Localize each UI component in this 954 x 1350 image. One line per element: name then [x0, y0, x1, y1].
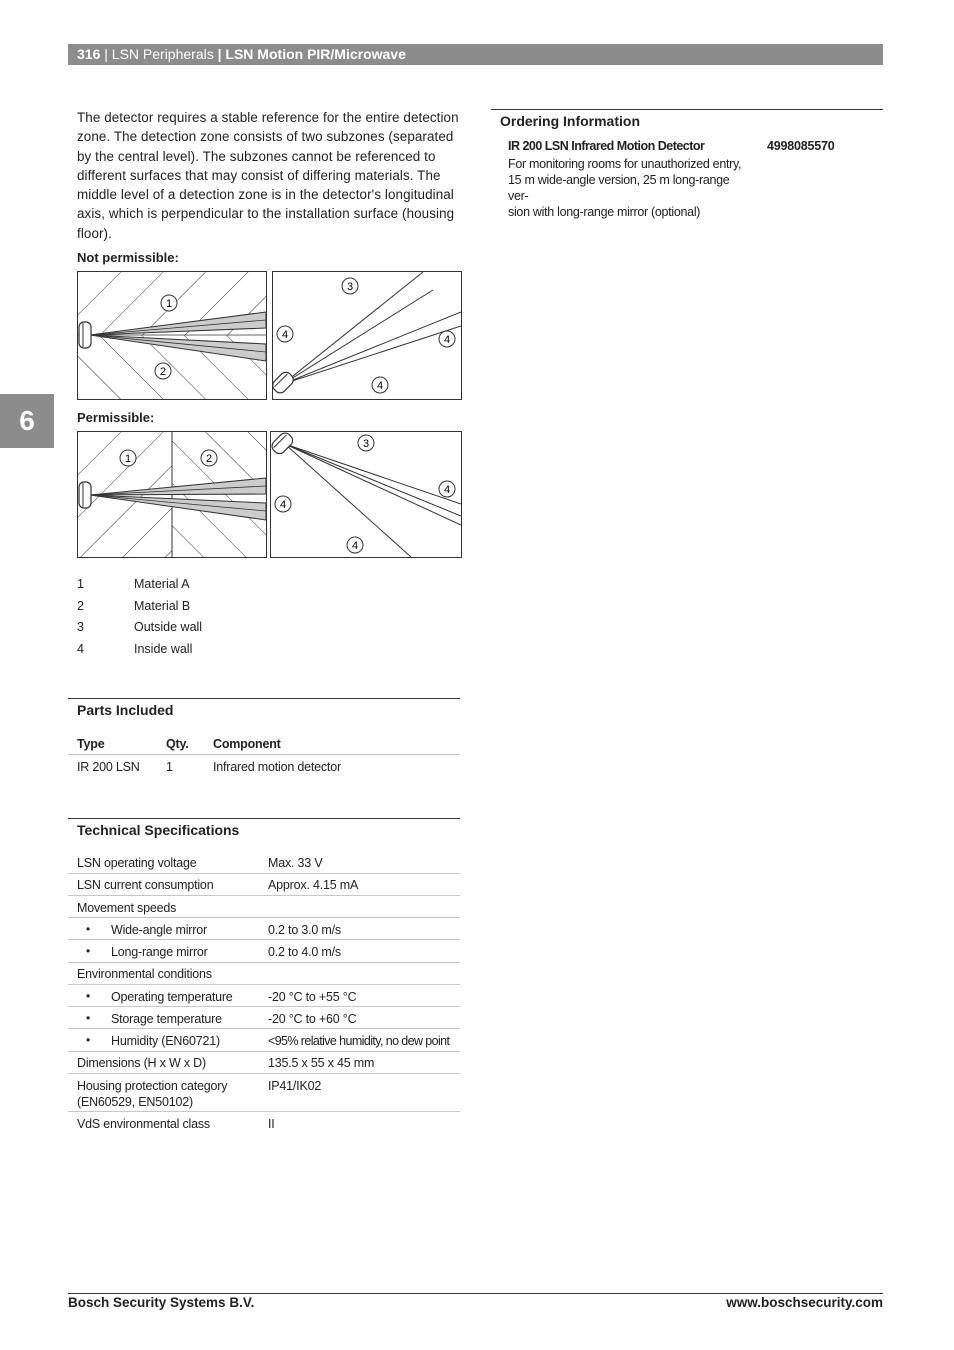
ordering-description-line: 15 m wide-angle version, 25 m long-range ver- [508, 173, 730, 203]
footer-rule [68, 1293, 883, 1294]
spec-value: Approx. 4.15 mA [268, 878, 359, 892]
spec-value: -20 °C to +55 °C [268, 990, 357, 1004]
marker-3: 3 [346, 281, 354, 293]
legend-text: Material B [134, 598, 191, 613]
spec-value: 0.2 to 4.0 m/s [268, 945, 341, 959]
parts-cell-type: IR 200 LSN [77, 760, 140, 774]
parts-rule [68, 698, 460, 699]
intro-paragraph: The detector requires a stable reference for the entire detection zone. The detection zone consists of two subzones (separated by the central level). The subzones cannot be referenced to different surfaces that may consist of differing materials. The middle level of a detection zone is in the detector's longitudinal axis, which is perpendicular to the installation surface (housing floor). [77, 110, 459, 241]
permissible-label: Permissible: [77, 410, 155, 425]
spec-divider [68, 895, 460, 896]
spec-label: Environmental conditions [77, 967, 212, 981]
marker-4b: 4 [443, 334, 451, 346]
bullet: • [86, 944, 91, 958]
ordering-order-number: 4998085570 [767, 139, 835, 153]
spec-divider [68, 1051, 460, 1052]
col-header-component: Component [213, 737, 281, 751]
spec-label: Housing protection category [77, 1079, 228, 1093]
spec-value: -20 °C to +60 °C [268, 1012, 357, 1026]
marker-4a: 4 [281, 329, 289, 341]
header-separator-2: | [213, 46, 226, 62]
legend-number: 4 [77, 641, 84, 656]
spec-value: IP41/IK02 [268, 1079, 322, 1093]
spec-divider [68, 1073, 460, 1074]
marker-2: 2 [159, 366, 167, 378]
marker-3: 3 [362, 438, 370, 450]
footer-company: Bosch Security Systems B.V. [68, 1295, 255, 1310]
figure-permissible-corner [270, 431, 462, 558]
ordering-description-line: For monitoring rooms for unauthorized entry, [508, 157, 742, 171]
spec-label: Dimensions (H x W x D) [77, 1056, 206, 1070]
marker-4c: 4 [351, 540, 359, 552]
col-header-type: Type [77, 737, 105, 751]
parts-cell-qty: 1 [166, 760, 173, 774]
footer-website[interactable]: www.boschsecurity.com [726, 1295, 883, 1310]
figure-not-permissible-materials [77, 271, 267, 400]
bullet: • [86, 1011, 91, 1025]
spec-divider [68, 1006, 460, 1007]
ordering-rule [491, 109, 883, 110]
header-product: LSN Motion PIR/Microwave [225, 46, 406, 62]
spec-value: Max. 33 V [268, 856, 323, 870]
spec-label-line2: (EN60529, EN50102) [77, 1095, 193, 1109]
ordering-title: Ordering Information [500, 113, 640, 129]
spec-label: Long-range mirror [111, 945, 208, 959]
legend-text: Outside wall [134, 620, 203, 634]
legend-text: Material A [134, 577, 190, 591]
spec-label: Movement speeds [77, 901, 177, 915]
spec-divider [68, 873, 460, 874]
spec-value: 0.2 to 3.0 m/s [268, 923, 341, 937]
header-separator: | [100, 46, 112, 62]
marker-4a: 4 [279, 499, 287, 511]
spec-label: Humidity (EN60721) [111, 1034, 220, 1048]
page-header [68, 44, 883, 65]
marker-1: 1 [165, 298, 173, 310]
legend-number: 3 [77, 620, 84, 634]
ordering-product-name: IR 200 LSN Infrared Motion Detector [508, 139, 705, 153]
spec-label: LSN operating voltage [77, 856, 197, 870]
spec-value: <95% relative humidity, no dew point [268, 1034, 450, 1048]
spec-label: LSN current consumption [77, 878, 214, 892]
legend-text: Inside wall [134, 641, 193, 656]
legend-number: 1 [77, 577, 84, 591]
figure-permissible-materials [77, 431, 267, 558]
bullet: • [86, 922, 91, 936]
spec-divider [68, 984, 460, 985]
spec-divider [68, 1028, 460, 1029]
not-permissible-label: Not permissible: [77, 250, 179, 265]
spec-value: II [268, 1117, 275, 1131]
parts-header-divider [68, 754, 460, 755]
marker-2: 2 [205, 453, 213, 465]
bullet: • [86, 989, 91, 1003]
page-number: 316 [77, 46, 101, 62]
ordering-description-line: sion with long-range mirror (optional) [508, 205, 701, 219]
spec-value: 135.5 x 55 x 45 mm [268, 1056, 375, 1070]
parts-cell-component: Infrared motion detector [213, 760, 341, 774]
spec-label: Wide-angle mirror [111, 923, 207, 937]
bullet: • [86, 1033, 91, 1047]
spec-divider [68, 962, 460, 963]
spec-label: Operating temperature [111, 990, 233, 1004]
spec-divider [68, 917, 460, 918]
legend-number: 2 [77, 598, 84, 613]
figure-not-permissible-corner [272, 271, 462, 400]
marker-4c: 4 [376, 380, 384, 392]
spec-divider [68, 939, 460, 940]
spec-label: Storage temperature [111, 1012, 222, 1026]
header-section: LSN Peripherals [111, 46, 214, 62]
parts-included-title: Parts Included [77, 702, 174, 718]
marker-4b: 4 [443, 484, 451, 496]
spec-label: VdS environmental class [77, 1117, 210, 1131]
ordering-description [508, 156, 748, 220]
marker-1: 1 [124, 453, 132, 465]
specs-rule [68, 818, 460, 819]
spec-divider [68, 1111, 460, 1112]
chapter-tab: 6 [0, 394, 54, 448]
tech-specs-title: Technical Specifications [77, 822, 240, 838]
col-header-qty: Qty. [166, 737, 189, 751]
